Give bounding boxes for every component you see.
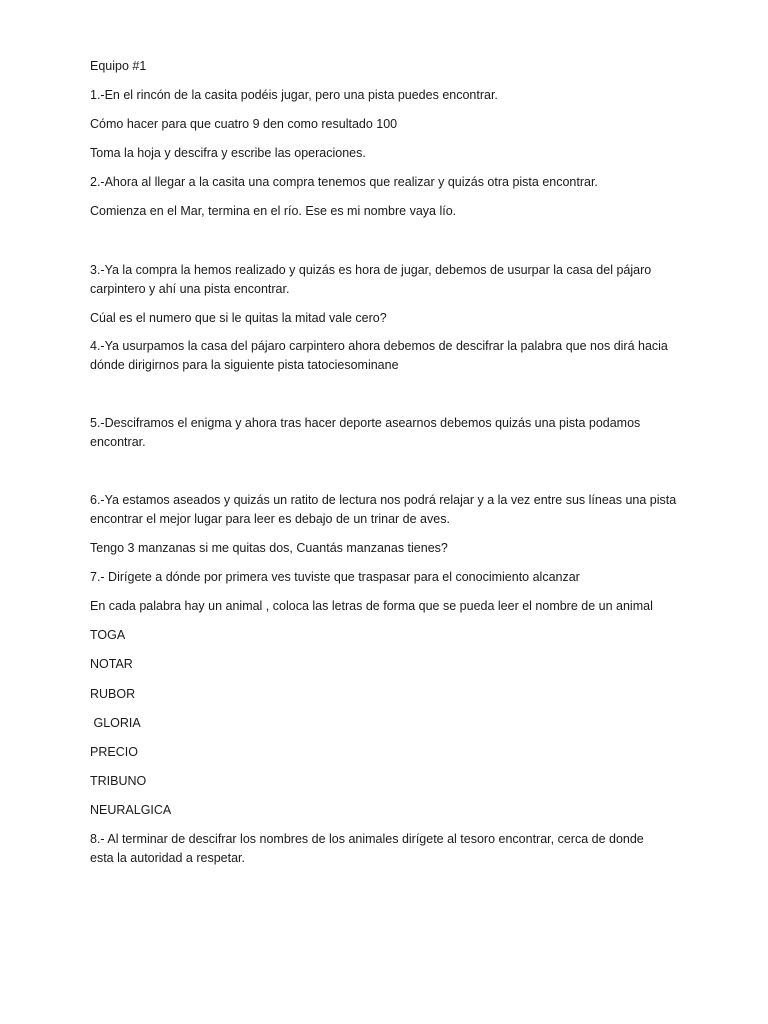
word-notar: NOTAR <box>90 657 133 671</box>
clue-7: 7.- Dirígete a dónde por primera ves tuviste que traspasar para el conocimiento alcanzar <box>90 570 580 584</box>
clue-4: 4.-Ya usurpamos la casa del pájaro carpintero ahora debemos de descifrar la palabra que nos dirá hacia dónde dirigirnos para la siguiente pista tatociesominane <box>90 339 668 372</box>
document-title: Equipo #1 <box>90 59 147 73</box>
riddle-6: Tengo 3 manzanas si me quitas dos, Cuantás manzanas tienes? <box>90 541 448 555</box>
word-tribuno: TRIBUNO <box>90 774 147 788</box>
clue-2: 2.-Ahora al llegar a la casita una compra tenemos que realizar y quizás otra pista encontrar. <box>90 175 598 189</box>
word-gloria: GLORIA <box>90 716 141 730</box>
clue-1: 1.-En el rincón de la casita podéis jugar, pero una pista puedes encontrar. <box>90 88 498 102</box>
clue-6: 6.-Ya estamos aseados y quizás un ratito de lectura nos podrá relajar y a la vez entre sus líneas una pista encontrar el mejor lugar para leer es debajo de un trinar de aves. <box>90 493 677 526</box>
riddle-1: Cómo hacer para que cuatro 9 den como resultado 100 <box>90 117 398 131</box>
word-rubor: RUBOR <box>90 687 136 701</box>
clue-8: 8.- Al terminar de descifrar los nombres de los animales dirígete al tesoro encontrar, cerca de donde esta la autoridad a respetar. <box>90 832 644 865</box>
clue-3: 3.-Ya la compra la hemos realizado y quizás es hora de jugar, debemos de usurpar la casa del pájaro carpintero y ahí una pista encontrar. <box>90 263 652 296</box>
clue-5: 5.-Desciframos el enigma y ahora tras hacer deporte asearnos debemos quizás una pista podamos encontrar. <box>90 416 641 449</box>
instruction-1: Toma la hoja y descifra y escribe las operaciones. <box>90 146 366 160</box>
word-neuralgica: NEURALGICA <box>90 803 172 817</box>
riddle-2: Comienza en el Mar, termina en el río. Ese es mi nombre vaya lío. <box>90 204 457 218</box>
riddle-3: Cúal es el numero que si le quitas la mitad vale cero? <box>90 311 387 325</box>
word-precio: PRECIO <box>90 745 138 759</box>
word-toga: TOGA <box>90 628 126 642</box>
riddle-7: En cada palabra hay un animal , coloca las letras de forma que se pueda leer el nombre de un animal <box>90 599 653 613</box>
